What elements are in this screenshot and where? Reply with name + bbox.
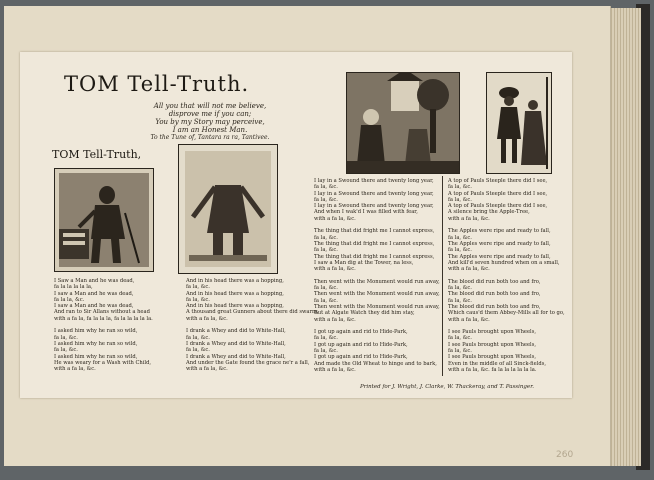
verse-line: The Apples were ripe and ready to fall, — [448, 228, 551, 235]
verse-line: with a fa la, &c. fa la la la la la la. — [448, 366, 537, 373]
verse-line: The blood did run both too and fro, — [448, 303, 541, 310]
verse-line: fa la, &c. — [314, 285, 338, 292]
verse-line: And under the Gate found the grace ne'r a fall, — [186, 359, 310, 366]
verse-line: I see Pauls brought upon Wheels, — [448, 341, 537, 348]
verse-line: Which caus'd them Abbey-Mills all for to go, — [448, 310, 565, 317]
verse-line: with a fa la, &c. — [314, 316, 356, 323]
verse-line: The Apples were ripe and ready to fall, — [448, 253, 551, 260]
column-divider — [442, 176, 443, 376]
ballad-subheading: TOM Tell-Truth, — [52, 148, 142, 161]
verse-column-4 — [448, 178, 565, 373]
intro-line: disprove me if you can; — [168, 110, 252, 118]
verse-line: The thing that did fright me I cannot express, — [314, 240, 435, 247]
woodcut-man-with-cane — [54, 168, 154, 272]
verse-line: fa la, &c. — [448, 348, 472, 355]
tune-line: To the Tune of, Tantara ra ra, Tantivee. — [150, 134, 270, 141]
verse-line: I asked him why he ran so wild, — [54, 353, 138, 360]
verse-line: with a fa la, &c. — [186, 366, 228, 373]
verse-column-1 — [54, 278, 153, 372]
verse-line: A top of Pauls Steeple there did I see, — [448, 178, 548, 184]
verse-line: I see Pauls brought upon Wheels, — [448, 329, 537, 336]
verse-line: fa la, &c. — [448, 234, 472, 241]
verse-line: I saw a Man and he was dead, — [54, 290, 134, 297]
woodcut-figure — [178, 144, 278, 274]
verse-line: I got up again and rid to Hide-Park, — [314, 354, 408, 361]
verse-line: with a fa la, &c. — [54, 366, 96, 373]
verse-line: And made the Old Wheat to hinge and to bark, — [314, 360, 437, 367]
verse-line: The Apples were ripe and ready to fall, — [448, 240, 551, 247]
woodcut-couple — [486, 72, 552, 174]
intro-line: I am an Honest Man. — [172, 126, 248, 134]
verse-column-2 — [186, 278, 319, 372]
verse-line: The thing that did fright me I cannot express, — [314, 253, 435, 260]
verse-line: fa la, &c. — [314, 196, 338, 203]
verse-line: I lay in a Swound there and twenty long year, — [314, 178, 434, 184]
verse-line: I asked him why he ran so wild, — [54, 340, 138, 347]
intro-line: You by my Story may perceive, — [155, 118, 265, 126]
verse-line: I saw a Man dig at the Tower, na less, — [314, 259, 414, 266]
verse-line: Then went with the Monument would run away, — [314, 291, 440, 298]
verse-line: And when I wak'd I was filled with fear, — [314, 209, 418, 216]
verse-line: I see Pauls brought upon Wheels, — [448, 354, 537, 361]
verse-line: fa la, &c. — [448, 247, 472, 254]
verse-column-3 — [314, 178, 440, 373]
verse-line: with a fa la, &c. — [448, 215, 490, 222]
verse-line: fa la, &c. — [314, 297, 338, 304]
verse-line: A silence bring the Apple-Tree, — [448, 209, 530, 216]
verse-line: fa la, &c. — [314, 184, 338, 191]
verse-line: I asked him why he ran so wild, — [54, 328, 138, 335]
verse-line: fa la, &c. — [314, 247, 338, 254]
verse-line: But at Algate Watch they did him stay, — [314, 310, 415, 317]
verse-line: I lay in a Swound there and twenty long year, — [314, 190, 434, 197]
verse-line: with a fa la, &c. — [448, 316, 490, 323]
verse-line: with a fa la, fa la la la, fa la la la la la. — [54, 315, 153, 322]
verse-line: I Saw a Man and he was dead, — [54, 278, 135, 284]
verse-line: with a fa la, &c. — [314, 366, 356, 373]
verse-line: with a fa la, &c. — [314, 215, 356, 222]
verse-line: fa la, &c. — [448, 335, 472, 342]
verse-line: fa la, &c. — [186, 296, 210, 303]
verse-line: I drank a Whey and did to White-Hall, — [186, 328, 286, 335]
verse-line: fa la, &c. — [314, 234, 338, 241]
verse-line: The blood did run both too and fro, — [448, 278, 541, 285]
verse-line: fa la, &c. — [448, 285, 472, 292]
verse-line: The blood did run both too and fro, — [448, 291, 541, 298]
verse-line: I saw a Man and he was dead, — [54, 303, 134, 310]
woodcut-landscape-scene — [346, 72, 460, 174]
verse-line: with a fa la, &c. — [186, 315, 228, 322]
verse-line: fa la, &c. — [186, 284, 210, 291]
verse-line: fa la, &c. — [54, 347, 78, 354]
verse-line: Even in the middle of all Sinck-fields, — [448, 360, 547, 367]
intro-line: All you that will not me believe, — [153, 102, 267, 110]
verse-line: fa la, &c. — [186, 334, 210, 341]
verse-line: fa la, &c. — [54, 334, 78, 341]
verse-line: And in his head there was a hopping, — [186, 278, 284, 284]
broadside-sheet — [20, 52, 572, 398]
verse-line: I drank a Whey and did to White-Hall, — [186, 340, 286, 347]
verse-line: with a fa la, &c. — [448, 266, 490, 273]
verse-line: fa la, &c. — [314, 348, 338, 355]
printer-imprint: Printed for J. Wright, J. Clarke, W. Thackeray, and T. Passinger. — [360, 384, 534, 390]
verse-line: I got up again and rid to Hide-Park, — [314, 329, 408, 336]
verse-line: I drank a Whey and did to White-Hall, — [186, 353, 286, 360]
verse-line: fa la la, &c. — [54, 296, 85, 303]
verse-line: Then went with the Monument would run away, — [314, 278, 440, 285]
verse-line: And in his head there was a hopping, — [186, 290, 284, 297]
verse-line: fa la, &c. — [186, 347, 210, 354]
ballad-title: TOM Tell-Truth. — [64, 72, 250, 96]
verse-line: fa la, &c. — [314, 335, 338, 342]
verse-line: And kill'd seven hundred when on a small, — [448, 259, 560, 266]
verse-line: fa la la la la la, — [54, 284, 93, 291]
verse-line: A thousand great Gunners about there did swarm, — [186, 309, 319, 316]
verse-line: fa la, &c. — [448, 184, 472, 191]
verse-line: fa la, &c. — [448, 297, 472, 304]
verse-line: A top of Pauls Steeple there did I see, — [448, 203, 548, 210]
verse-line: And ran to Sir Allans without a head — [54, 309, 150, 316]
verse-line: with a fa la, &c. — [314, 266, 356, 273]
verse-line: Then went with the Monument would run away, — [314, 303, 440, 310]
verse-line: And in his head there was a hopping, — [186, 303, 284, 310]
verse-line: fa la, &c. — [448, 196, 472, 203]
verse-line: I got up again and rid to Hide-Park, — [314, 341, 408, 348]
verse-line: He was weary for a Wash with Child, — [54, 359, 152, 366]
page-number: 260 — [556, 450, 574, 460]
verse-line: A top of Pauls Steeple there did I see, — [448, 190, 548, 197]
verse-line: The thing that did fright me I cannot express, — [314, 228, 435, 235]
verse-line: I lay in a Swound there and twenty long year, — [314, 203, 434, 210]
